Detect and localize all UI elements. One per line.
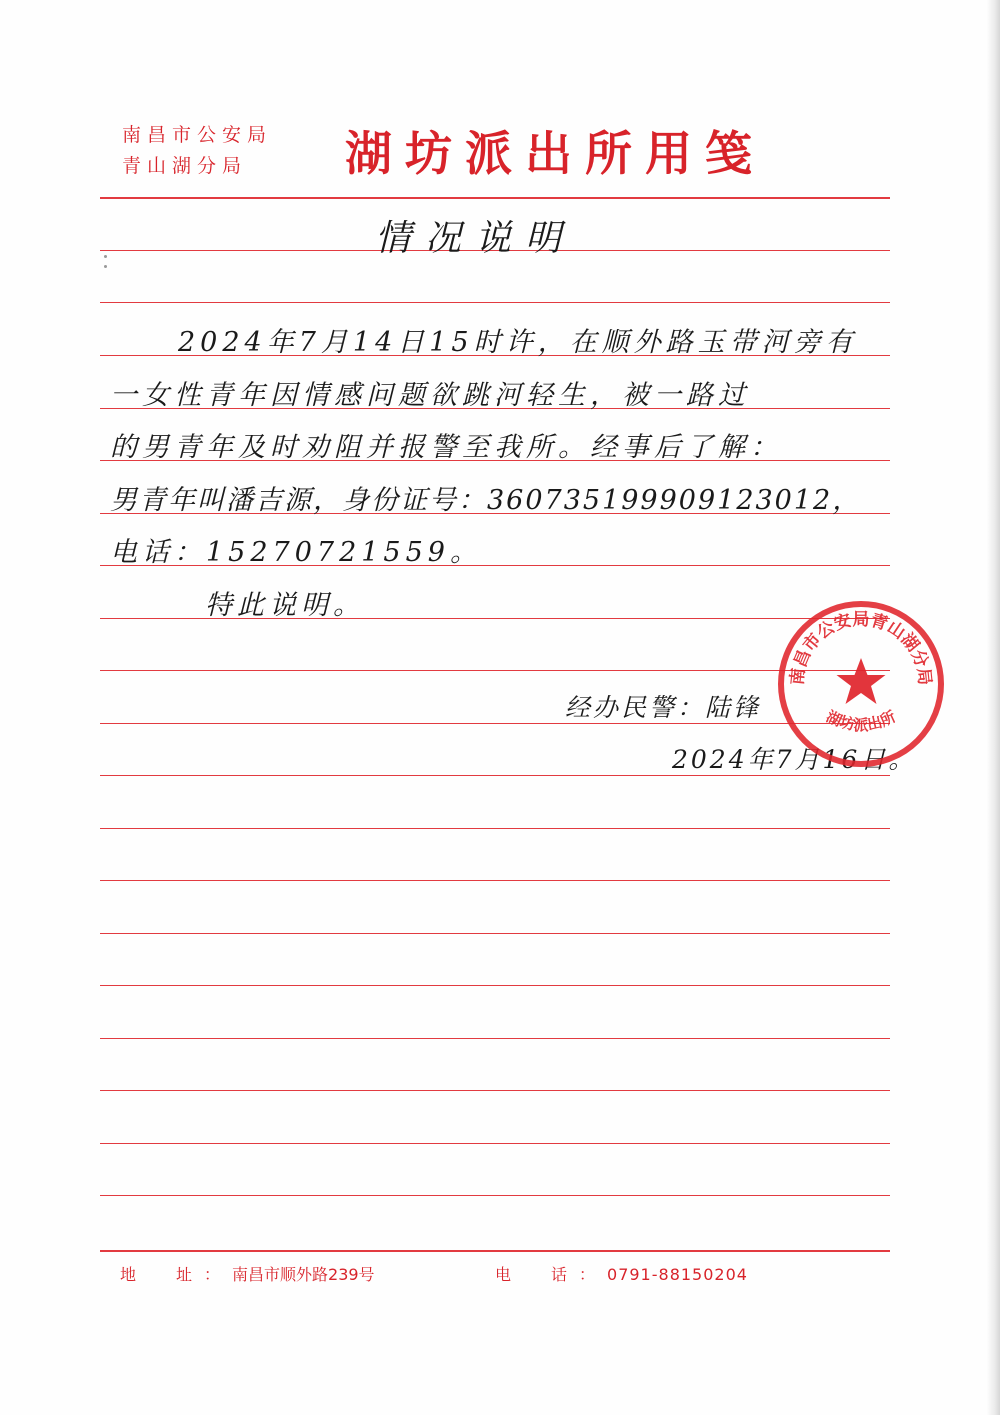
seal-bottom-text: 湖坊派出所 — [823, 707, 899, 734]
ruled-line — [100, 828, 890, 829]
star-icon — [837, 658, 886, 704]
ruled-line — [100, 302, 890, 303]
official-seal — [775, 598, 947, 770]
org-line-1: 南昌市公安局 — [122, 124, 273, 146]
address-value: 南昌市顺外路239号 — [232, 1265, 375, 1284]
body-line-5: 电话：15270721559。 — [110, 537, 482, 568]
binding-dot — [104, 255, 107, 258]
body-line-1: 2024年7月14日15时许，在顺外路玉带河旁有 — [178, 327, 858, 358]
binding-dot — [104, 265, 107, 268]
ruled-line — [100, 1143, 890, 1144]
phone-value: 0791-88150204 — [607, 1265, 748, 1284]
body-line-2: 一女性青年因情感问题欲跳河轻生，被一路过 — [110, 380, 750, 411]
body-line-3: 的男青年及时劝阻并报警至我所。经事后了解： — [110, 432, 782, 463]
ruled-line — [100, 880, 890, 881]
footer-phone — [495, 1262, 748, 1285]
signature-date: 2024年7月16日。 — [672, 745, 917, 774]
ruled-line — [100, 985, 890, 986]
document-heading: 情况说明 — [375, 218, 576, 259]
ruled-line — [100, 933, 890, 934]
letterhead-organization — [122, 120, 272, 182]
ruled-line — [100, 1195, 890, 1196]
seal-arc-text: 南昌市公安局青山湖分局 — [787, 609, 935, 687]
ruled-line — [100, 670, 890, 671]
org-line-2: 青山湖分局 — [122, 155, 248, 177]
address-label: 地 址： — [120, 1265, 233, 1284]
ruled-line — [100, 1038, 890, 1039]
page-edge-shadow — [986, 0, 1000, 1415]
ruled-line — [100, 1090, 890, 1091]
body-line-4: 男青年叫潘吉源，身份证号：360735199909123012， — [110, 485, 862, 516]
ruled-line — [100, 723, 890, 724]
footer-rule — [100, 1250, 890, 1252]
letterhead-title: 湖坊派出所用笺 — [345, 127, 765, 182]
header-rule — [100, 197, 890, 199]
closing-text: 特此说明。 — [205, 590, 365, 621]
phone-label: 电 话： — [495, 1265, 608, 1284]
footer-address — [120, 1262, 375, 1285]
signer-text: 经办民警：陆锋 — [565, 693, 762, 722]
